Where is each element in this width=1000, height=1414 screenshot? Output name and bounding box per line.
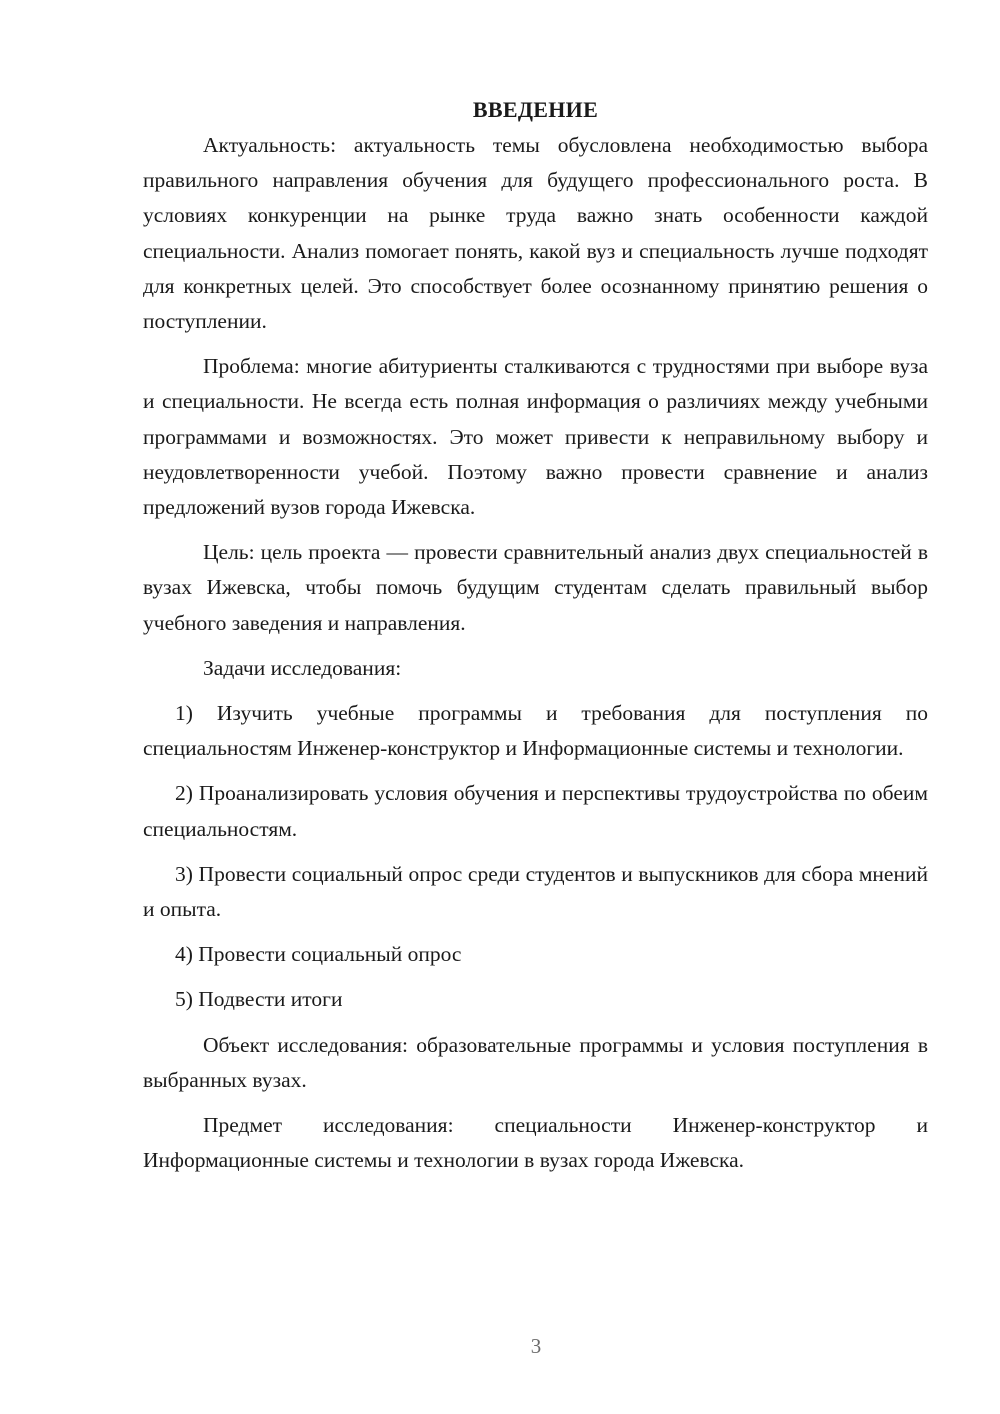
research-subject-paragraph: Предмет исследования: специальности Инженер-конструктор и Информационные системы и технологии в вузах города Ижевска. — [143, 1113, 928, 1173]
goal-paragraph: Цель: цель проекта — провести сравнительный анализ двух специальностей в вузах Ижевска, чтобы помочь будущим студентам сделать правильный выбор учебного заведения и направления. — [143, 540, 928, 635]
research-object-paragraph: Объект исследования: образовательные программы и условия поступления в выбранных вузах. — [143, 1032, 928, 1092]
page-number: 3 — [530, 1334, 542, 1358]
problem-paragraph: Проблема: многие абитуриенты сталкиваются с трудностями при выборе вуза и специальности. Не всегда есть полная информация о различиях между учебными программами и возможностях. Это может привести к неправильному выбору и неудовлетворенности учебой. Поэтому важно провести сравнение и анализ предложений вузов города Ижевска. — [143, 354, 928, 520]
task-item-2: 2) Проанализировать условия обучения и перспективы трудоустройства по обеим специальностям. — [143, 781, 928, 841]
task-item-5: 5) Подвести итоги — [175, 987, 343, 1012]
task-item-1: 1) Изучить учебные программы и требования для поступления по специальностям Инженер-конструктор и Информационные системы и технологии. — [143, 701, 928, 761]
relevance-paragraph: Актуальность: актуальность темы обусловлена необходимостью выбора правильного направления обучения для будущего профессионального роста. В условиях конкуренции на рынке труда важно знать особенности каждой специальности. Анализ помогает понять, какой вуз и специальность лучше подходят для конкретных целей. Это способствует более осознанному принятию решения о поступлении. — [143, 133, 928, 334]
tasks-heading: Задачи исследования: — [203, 655, 402, 680]
task-item-3: 3) Провести социальный опрос среди студентов и выпускников для сбора мнений и опыта. — [143, 861, 928, 922]
document-page — [143, 92, 928, 1178]
section-heading: ВВЕДЕНИЕ — [472, 97, 599, 122]
task-item-4: 4) Провести социальный опрос — [175, 942, 462, 967]
